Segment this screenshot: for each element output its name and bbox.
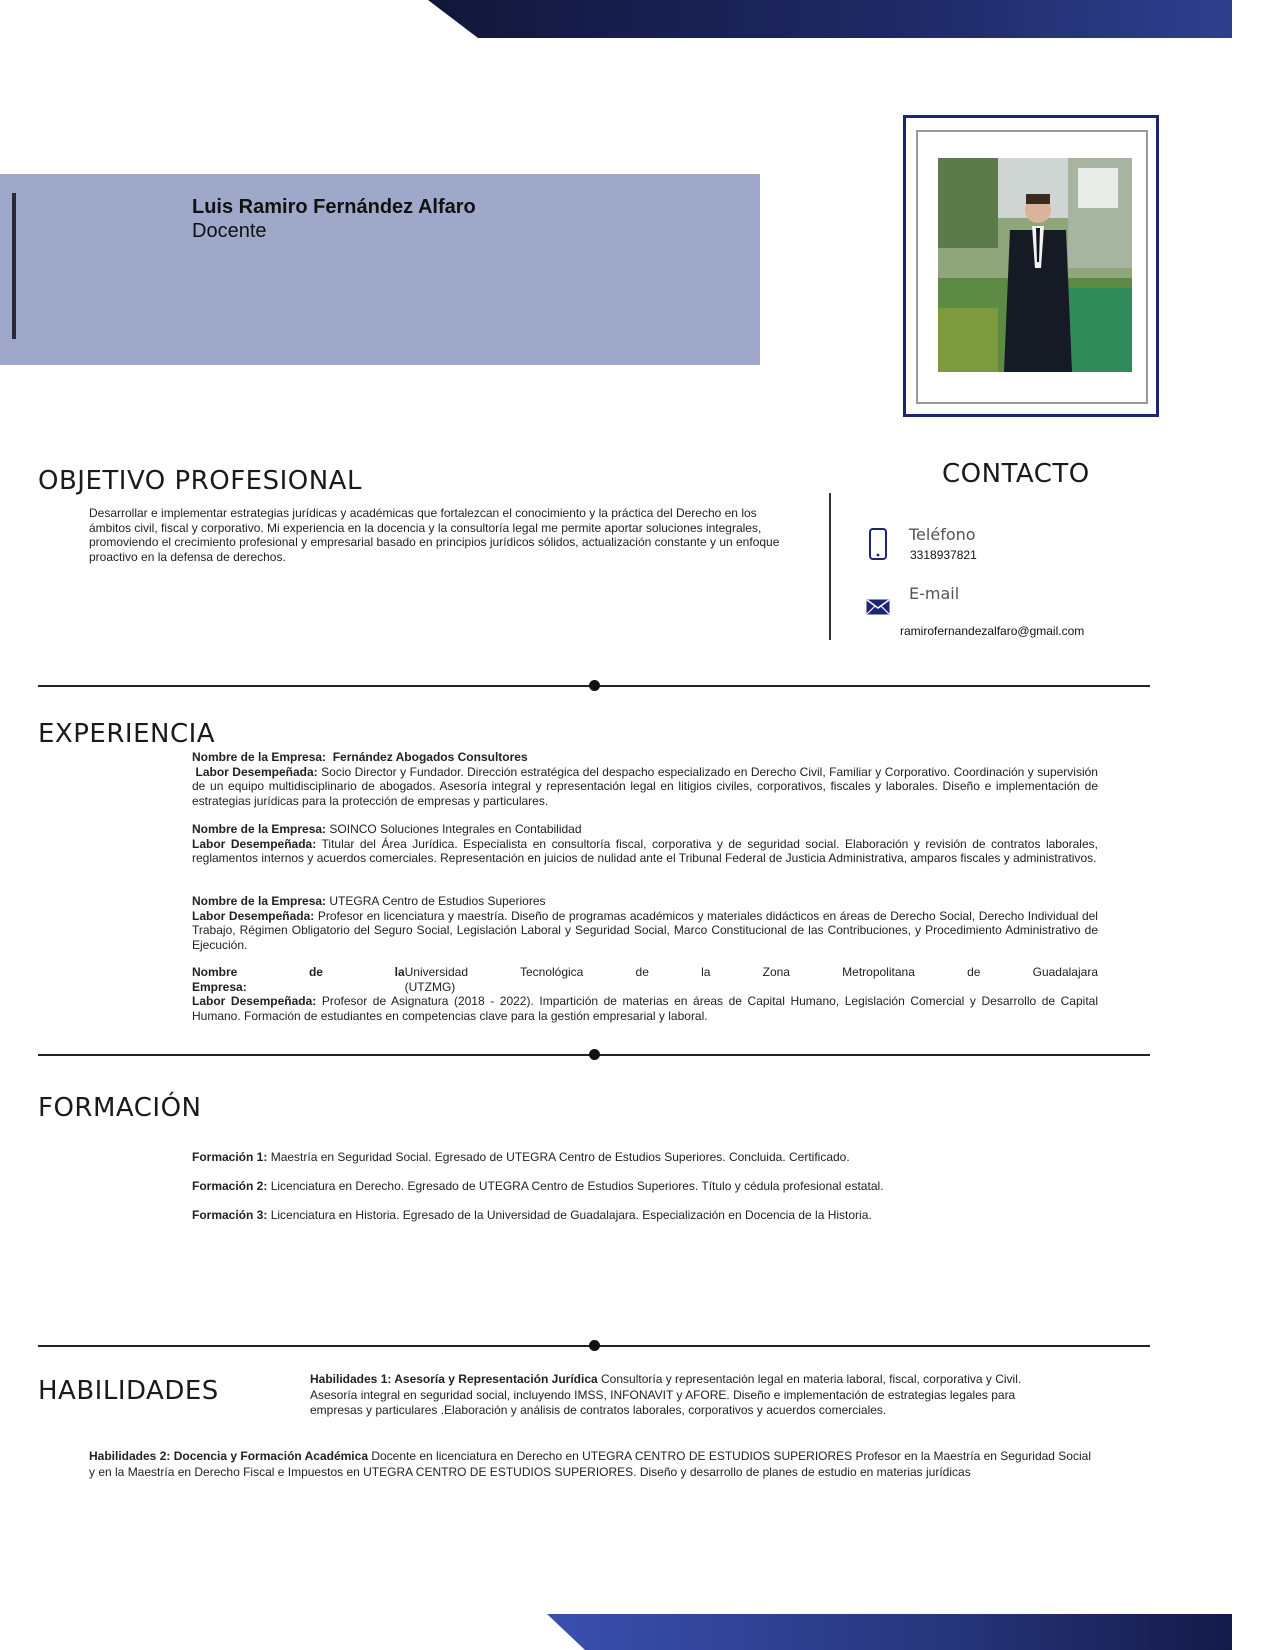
experience-item — [192, 965, 1098, 1023]
education-item — [192, 1179, 884, 1194]
experience-item — [192, 750, 1098, 808]
company-label: Nombre de la Empresa: — [192, 894, 327, 908]
bottom-decoration — [0, 1614, 1275, 1650]
person-role: Docente — [192, 220, 267, 242]
experience-item — [192, 822, 1098, 866]
contact-heading: CONTACTO — [942, 459, 1090, 489]
skills-text: Docente en licenciatura en Derecho en UTEGRA CENTRO DE ESTUDIOS SUPERIORES Profesor en la Maestría en Seguridad Social y en la Maestría en Derecho Fiscal e Impuestos en UTEGRA CENTRO DE ESTUDIOS SUPERIORES. Diseño y desarrollo de planes de estudio en materias jurídicas — [89, 1449, 1091, 1479]
company-label: Nombre de la Empresa: — [192, 822, 327, 836]
education-text: Licenciatura en Historia. Egresado de la Universidad de Guadalajara. Especialización en Docencia de la Historia. — [270, 1208, 872, 1222]
experience-heading: EXPERIENCIA — [38, 719, 216, 749]
person-name: Luis Ramiro Fernández Alfaro — [192, 196, 476, 218]
divider-dot — [589, 1049, 600, 1060]
company-name: Fernández Abogados Consultores — [332, 750, 528, 764]
skills-label: Habilidades 2: Docencia y Formación Académica — [89, 1449, 368, 1463]
education-label: Formación 2: — [192, 1179, 268, 1193]
skills-item — [89, 1449, 1099, 1480]
role-description: Titular del Área Jurídica. Especialista en consultoría fiscal, corporativa y de seguridad social. Elaboración y revisión de contratos laborales, reglamentos internos y acuerdos comerciales. Representación en juicios de nulidad ante el Tribunal Federal de Justicia Administrativa, amparos fiscales y administrativos. — [192, 836, 1098, 865]
divider-dot — [589, 1340, 600, 1351]
education-label: Formación 1: — [192, 1150, 268, 1164]
education-heading: FORMACIÓN — [38, 1093, 202, 1123]
education-item — [192, 1150, 850, 1165]
role-label: Labor Desempeñada: — [195, 764, 318, 779]
role-label: Labor Desempeñada: — [192, 836, 317, 851]
role-description: Profesor de Asignatura (2018 - 2022). Impartición de materias en áreas de Capital Humano, Legislación Comercial y Desarrollo de Capital Humano. Formación de estudiantes en competencias clave para la gestión empresarial y laboral. — [192, 994, 1098, 1023]
skills-text: Consultoría y representación legal en materia laboral, fiscal, corporativa y Civil. Asesoría integral en seguridad social, incluyendo IMSS, INFONAVIT y AFORE. Diseño e implementación de estrategias legales para empresas y particulares .Elaboración y análisis de contratos laborales, corporativos y acuerdos comerciales. — [310, 1372, 1022, 1417]
phone-number: 3318937821 — [910, 548, 977, 562]
role-label: Labor Desempeñada: — [192, 908, 315, 923]
company-label: Nombre de la Empresa: — [192, 750, 327, 764]
skills-label: Habilidades 1: Asesoría y Representación Jurídica — [310, 1372, 598, 1386]
phone-label: Teléfono — [909, 525, 976, 544]
education-text: Licenciatura en Derecho. Egresado de UTEGRA Centro de Estudios Superiores. Título y cédula profesional estatal. — [270, 1179, 884, 1193]
email-label: E-mail — [909, 584, 960, 603]
company-label: Nombre de la Empresa: — [192, 965, 405, 994]
role-label: Labor Desempeñada: — [192, 994, 317, 1008]
email-address[interactable]: ramirofernandezalfaro@gmail.com — [900, 624, 1085, 638]
education-label: Formación 3: — [192, 1208, 268, 1222]
header-accent-bar — [12, 193, 16, 339]
company-name: Universidad Tecnológica de la Zona Metropolitana de Guadalajara (UTZMG) — [404, 965, 1098, 994]
objective-text: Desarrollar e implementar estrategias jurídicas y académicas que fortalezcan el conocimiento y la práctica del Derecho en los ámbitos civil, fiscal y corporativo. Mi experiencia en la docencia y la consultoría legal me permite aportar soluciones integrales, promoviendo el crecimiento profesional y empresarial basado en principios jurídicos sólidos, actualización constante y un enfoque proactivo en la defensa de derechos. — [89, 506, 780, 564]
company-name: SOINCO Soluciones Integrales en Contabilidad — [329, 822, 582, 836]
skills-heading: HABILIDADES — [38, 1376, 219, 1406]
objective-heading: OBJETIVO PROFESIONAL — [38, 466, 362, 496]
mail-icon — [866, 599, 890, 615]
contact-divider — [829, 493, 831, 640]
profile-photo — [938, 158, 1132, 372]
phone-icon — [868, 528, 888, 560]
experience-item — [192, 894, 1098, 952]
top-decoration — [0, 0, 1275, 40]
company-name: UTEGRA Centro de Estudios Superiores — [329, 894, 546, 908]
divider-dot — [589, 680, 600, 691]
education-text: Maestría en Seguridad Social. Egresado de UTEGRA Centro de Estudios Superiores. Concluida. Certificado. — [270, 1150, 850, 1164]
skills-item — [310, 1372, 1070, 1419]
role-description: Socio Director y Fundador. Dirección estratégica del despacho especializado en Derecho Civil, Familiar y Corporativo. Coordinación y supervisión de un equipo multidisciplinario de abogados. Asesoría integral y representación legal en litigios civiles, corporativos, fiscales y laborales. Diseño e implementación de estrategias jurídicas para la protección de empresas y particulares. — [192, 764, 1098, 808]
education-item — [192, 1208, 872, 1223]
role-description: Profesor en licenciatura y maestría. Diseño de programas académicos y materiales didácticos en áreas de Derecho Social, Derecho Individual del Trabajo, Régimen Obligatorio del Seguro Social, Legislación Laboral y Seguridad Social, Marco Constitucional de las Contribuciones, y Procedimiento Administrativo de Ejecución. — [192, 908, 1098, 952]
